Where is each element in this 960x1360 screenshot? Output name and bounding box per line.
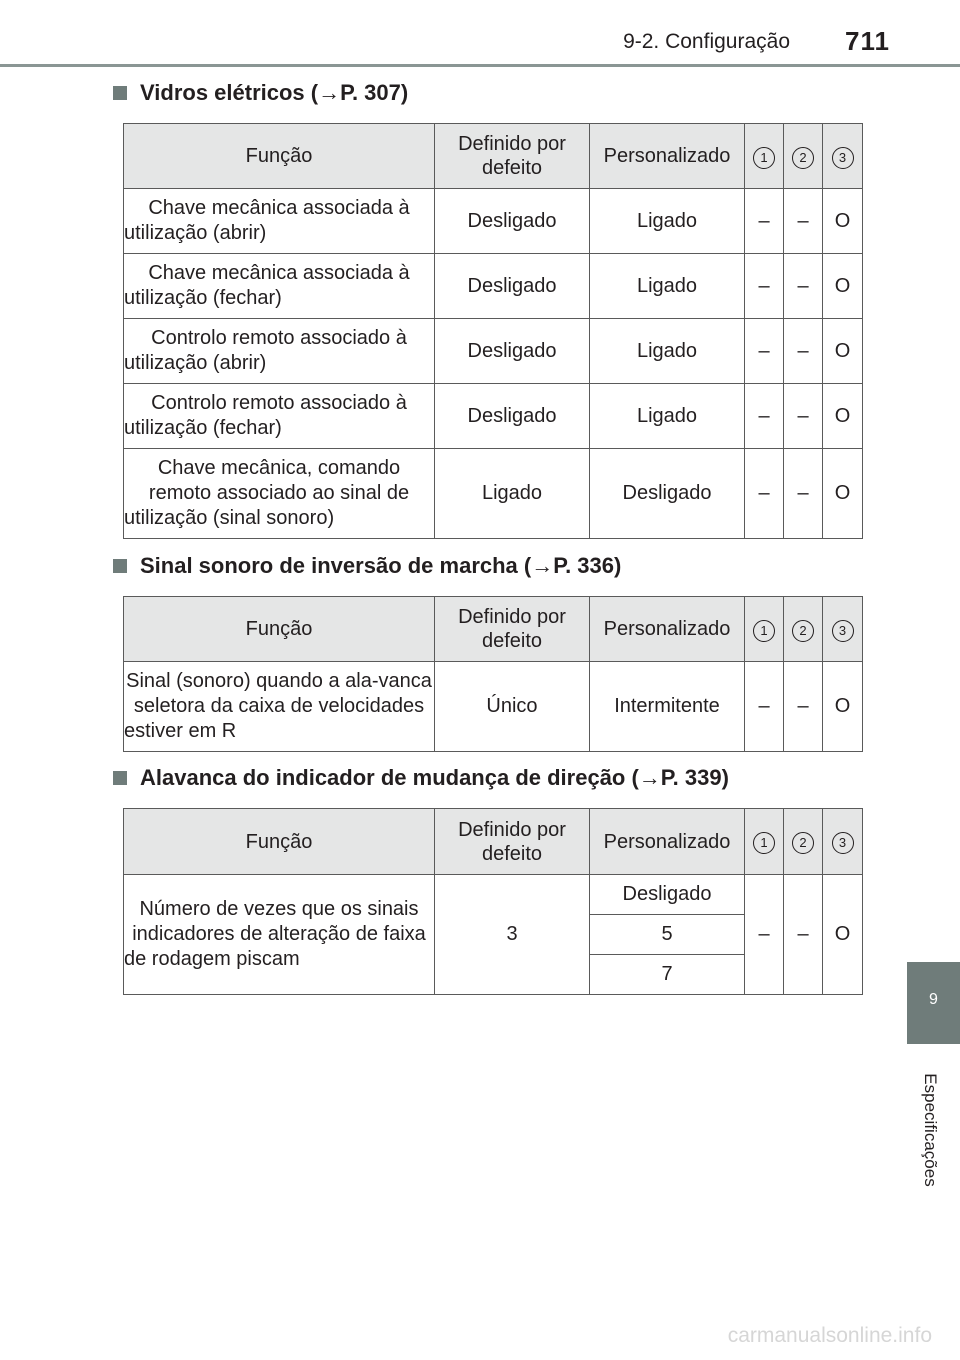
cell-custom: Ligado [590, 384, 745, 449]
cell-c3: O [823, 662, 863, 752]
cell-c3: O [823, 384, 863, 449]
cell-function: Número de vezes que os sinais indicadores de alteração de faixa de rodagem piscam [124, 875, 435, 995]
cell-c2: – [784, 875, 823, 995]
cell-custom: Desligado [590, 449, 745, 539]
cell-c1: – [745, 384, 784, 449]
table-row [124, 319, 863, 384]
header-function: Função [124, 809, 435, 875]
table-row [124, 384, 863, 449]
table-header-row [124, 597, 863, 662]
chapter-label-text: Especificações [921, 1073, 940, 1187]
header-default: Definido por defeito [435, 597, 590, 662]
header-col2 [784, 124, 823, 189]
circled-1-icon: 1 [753, 832, 775, 854]
cell-c1: – [745, 254, 784, 319]
chapter-label [895, 1060, 960, 1200]
cell-custom: Ligado [590, 189, 745, 254]
cell-c1: – [745, 319, 784, 384]
table-header-row [124, 809, 863, 875]
cell-custom-option: 5 [590, 915, 745, 955]
cell-function: Chave mecânica associada à utilização (fechar) [124, 254, 435, 319]
cell-default: Desligado [435, 319, 590, 384]
header-col1 [745, 124, 784, 189]
circled-3-icon: 3 [832, 832, 854, 854]
circled-2-icon: 2 [792, 620, 814, 642]
header-col3 [823, 124, 863, 189]
cell-c3: O [823, 254, 863, 319]
header-custom: Personalizado [590, 809, 745, 875]
circled-2-icon: 2 [792, 147, 814, 169]
cell-function: Controlo remoto associado à utilização (fechar) [124, 384, 435, 449]
table-row [124, 662, 863, 752]
section-title-turn-signal [113, 765, 729, 791]
header-col3 [823, 597, 863, 662]
cell-c3: O [823, 319, 863, 384]
cell-c3: O [823, 875, 863, 995]
watermark: carmanualsonline.info [727, 1324, 932, 1347]
cell-custom-option: Desligado [590, 875, 745, 915]
cell-c2: – [784, 384, 823, 449]
cell-default: Desligado [435, 254, 590, 319]
section-title-power-windows [113, 80, 408, 106]
header-col2 [784, 597, 823, 662]
table-row [124, 254, 863, 319]
cell-c2: – [784, 254, 823, 319]
cell-custom: Intermitente [590, 662, 745, 752]
header-col3 [823, 809, 863, 875]
circled-3-icon: 3 [832, 147, 854, 169]
cell-c2: – [784, 319, 823, 384]
reverse-buzzer-table [123, 596, 863, 752]
cell-function: Chave mecânica associada à utilização (abrir) [124, 189, 435, 254]
cell-c2: – [784, 662, 823, 752]
page-number: 711 [845, 26, 890, 56]
power-windows-table [123, 123, 863, 539]
table-row [124, 449, 863, 539]
circled-2-icon: 2 [792, 832, 814, 854]
cell-c1: – [745, 449, 784, 539]
cell-default: 3 [435, 875, 590, 995]
section-header: 9-2. Configuração [623, 30, 790, 53]
section-title-text: Sinal sonoro de inversão de marcha (→P. 336) [140, 553, 622, 578]
cell-c1: – [745, 662, 784, 752]
header-col1 [745, 597, 784, 662]
cell-default: Único [435, 662, 590, 752]
cell-function: Chave mecânica, comando remoto associado ao sinal de utilização (sinal sonoro) [124, 449, 435, 539]
cell-function: Controlo remoto associado à utilização (abrir) [124, 319, 435, 384]
cell-default: Ligado [435, 449, 590, 539]
circled-1-icon: 1 [753, 147, 775, 169]
cell-custom: Ligado [590, 319, 745, 384]
table-row [124, 875, 863, 915]
section-title-text: Alavanca do indicador de mudança de direção (→P. 339) [140, 765, 729, 790]
circled-3-icon: 3 [832, 620, 854, 642]
header-custom: Personalizado [590, 597, 745, 662]
cell-default: Desligado [435, 384, 590, 449]
turn-signal-table [123, 808, 863, 995]
square-bullet-icon [113, 559, 127, 573]
cell-c3: O [823, 189, 863, 254]
section-title-reverse-buzzer [113, 553, 621, 579]
square-bullet-icon [113, 771, 127, 785]
section-title-text: Vidros elétricos (→P. 307) [140, 80, 409, 105]
header-col2 [784, 809, 823, 875]
cell-c2: – [784, 189, 823, 254]
table-row [124, 189, 863, 254]
header-col1 [745, 809, 784, 875]
header-rule [0, 64, 960, 67]
cell-c1: – [745, 875, 784, 995]
cell-custom: Ligado [590, 254, 745, 319]
table-header-row [124, 124, 863, 189]
circled-1-icon: 1 [753, 620, 775, 642]
square-bullet-icon [113, 86, 127, 100]
chapter-number: 9 [929, 991, 938, 1008]
cell-c3: O [823, 449, 863, 539]
header-default: Definido por defeito [435, 809, 590, 875]
header-function: Função [124, 124, 435, 189]
cell-function: Sinal (sonoro) quando a ala-vanca seletora da caixa de velocidades estiver em R [124, 662, 435, 752]
cell-c1: – [745, 189, 784, 254]
chapter-tab[interactable] [907, 962, 960, 1044]
cell-default: Desligado [435, 189, 590, 254]
cell-custom-option: 7 [590, 955, 745, 995]
header-default: Definido por defeito [435, 124, 590, 189]
header-custom: Personalizado [590, 124, 745, 189]
header-function: Função [124, 597, 435, 662]
cell-c2: – [784, 449, 823, 539]
